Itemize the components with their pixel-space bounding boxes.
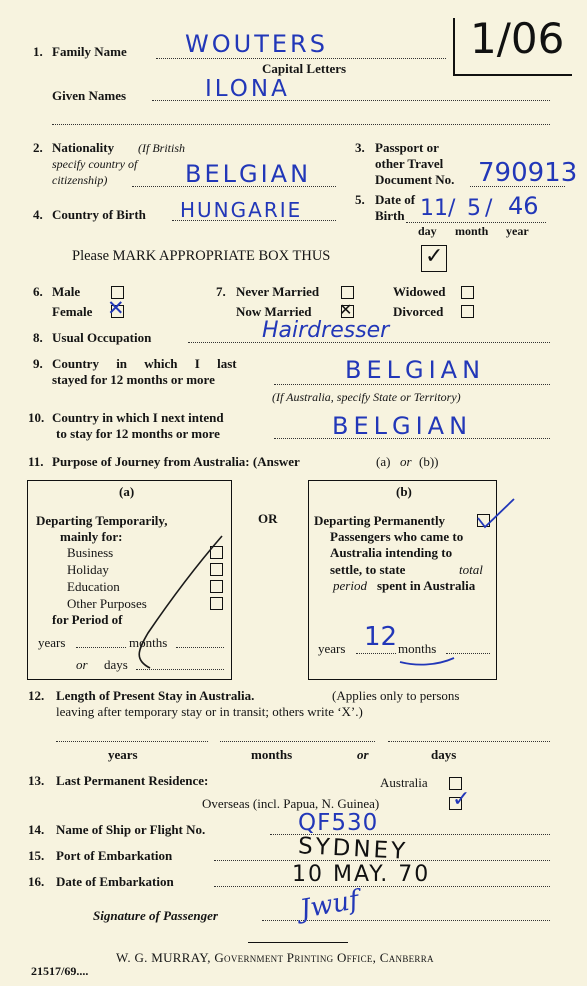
dob-day[interactable]: 11 <box>420 196 448 221</box>
printer-credit: W. G. MURRAY, Government Printing Office, Canberra <box>116 950 434 965</box>
divorced-label: Divorced <box>393 304 444 319</box>
purpose-opt-b: (b)) <box>419 454 439 469</box>
dob-month[interactable]: 5 <box>467 196 481 221</box>
purpose-opt-a: (a) <box>376 454 391 469</box>
now-married-label: Now Married <box>236 304 312 319</box>
permanent-check-icon <box>474 496 518 532</box>
box-b-years-value[interactable]: 12 <box>364 622 398 652</box>
box-a-or: or <box>76 657 88 672</box>
departing-permanently-label: Departing Permanently <box>314 513 446 528</box>
last-country-note: (If Australia, specify State or Territory) <box>272 390 461 404</box>
q16-number: 16. <box>28 874 45 889</box>
dob-sep-1: / <box>448 196 456 221</box>
family-name-value[interactable]: WOUTERS <box>185 30 328 58</box>
stay-years-label: years <box>108 747 138 762</box>
sample-check-icon: ✓ <box>425 244 444 269</box>
stay-or: or <box>357 747 369 762</box>
widowed-checkbox[interactable] <box>461 286 474 299</box>
dob-label-2: Birth <box>375 208 405 223</box>
dob-caption-month: month <box>455 224 489 238</box>
residence-overseas-check-icon: ✓ <box>452 787 471 812</box>
embark-date-label: Date of Embarkation <box>56 874 174 889</box>
q8-number: 8. <box>33 330 43 345</box>
residence-overseas-label: Overseas (incl. Papua, N. Guinea) <box>202 796 380 811</box>
nationality-note-2: specify country of <box>52 157 138 171</box>
box-a-months-label: months <box>129 635 168 650</box>
corner-handwritten-mark: 1/06 <box>470 14 565 63</box>
last-country-label-1: Country in which I last <box>52 356 237 371</box>
business-label: Business <box>67 545 114 560</box>
holiday-label: Holiday <box>67 562 109 577</box>
flight-label: Name of Ship or Flight No. <box>56 822 206 837</box>
q15-number: 15. <box>28 848 45 863</box>
mainly-for-label: mainly for: <box>60 529 123 544</box>
q4-number: 4. <box>33 207 43 222</box>
next-country-value[interactable]: BELGIAN <box>332 412 473 440</box>
box-b-total: total <box>459 562 483 577</box>
box-a-strike-line <box>110 528 230 673</box>
divorced-checkbox[interactable] <box>461 305 474 318</box>
dob-label-1: Date of <box>375 192 416 207</box>
capital-letters-note: Capital Letters <box>262 61 347 76</box>
other-purposes-label: Other Purposes <box>67 596 147 611</box>
stay-length-note-2: leaving after temporary stay or in transit; others write ‘X’.) <box>56 704 363 719</box>
widowed-label: Widowed <box>393 284 446 299</box>
purpose-or: or <box>400 454 412 469</box>
occupation-label: Usual Occupation <box>52 330 152 345</box>
nationality-label: Nationality <box>52 140 115 155</box>
q1-number: 1. <box>33 44 43 59</box>
last-country-value[interactable]: BELGIAN <box>345 356 486 384</box>
residence-australia-label: Australia <box>380 775 428 790</box>
passport-label-2: other Travel <box>375 156 444 171</box>
signature-label: Signature of Passenger <box>93 908 218 923</box>
female-cross-mark-icon: ✕ <box>107 296 125 320</box>
signature-value[interactable]: Jwuf <box>297 885 362 925</box>
dob-caption-year: year <box>506 224 529 238</box>
purpose-label: Purpose of Journey from Australia: (Answer <box>52 454 300 469</box>
q11-number: 11. <box>28 454 44 469</box>
last-country-label-2: stayed for 12 months or more <box>52 372 215 387</box>
passport-label-1: Passport or <box>375 140 439 155</box>
q10-number: 10. <box>28 410 45 425</box>
nationality-note-3: citizenship) <box>52 173 108 187</box>
box-b-period: period <box>333 578 367 593</box>
family-name-label: Family Name <box>52 44 127 59</box>
q3-number: 3. <box>355 140 365 155</box>
box-b-years-label: years <box>318 641 346 656</box>
q5-number: 5. <box>355 192 365 207</box>
port-value[interactable]: SYDNEY <box>297 833 409 865</box>
female-label: Female <box>52 304 93 319</box>
occupation-value[interactable]: Hairdresser <box>262 318 390 343</box>
footer-rule <box>248 942 348 943</box>
embark-date-value[interactable]: 10 MAY. 70 <box>292 862 431 887</box>
given-names-label: Given Names <box>52 88 127 103</box>
never-married-label: Never Married <box>236 284 320 299</box>
q9-number: 9. <box>33 356 43 371</box>
box-b-line-3: Australia intending to <box>330 545 453 560</box>
residence-label: Last Permanent Residence: <box>56 773 209 788</box>
port-label: Port of Embarkation <box>56 848 173 863</box>
stay-length-note-1: (Applies only to persons <box>332 688 460 703</box>
q2-number: 2. <box>33 140 43 155</box>
passport-value[interactable]: 790913 <box>478 158 578 188</box>
now-married-cross-icon: ✕ <box>339 300 353 319</box>
box-a-years-label: years <box>38 635 66 650</box>
q6-number: 6. <box>33 284 43 299</box>
male-label: Male <box>52 284 81 299</box>
stay-months-label: months <box>251 747 293 762</box>
box-b-months-label: months <box>398 641 437 656</box>
next-country-label-2: to stay for 12 months or more <box>56 426 220 441</box>
nationality-note-1: (If British <box>138 141 185 155</box>
dob-sep-2: / <box>485 196 493 221</box>
birth-country-label: Country of Birth <box>52 207 146 222</box>
mark-instruction: Please MARK APPROPRIATE BOX THUS <box>72 248 331 264</box>
nationality-value[interactable]: BELGIAN <box>185 160 312 188</box>
box-b-line-2: Passengers who came to <box>330 529 464 544</box>
form-number: 21517/69.... <box>31 964 89 978</box>
education-label: Education <box>67 579 120 594</box>
box-b-line-4: settle, to state <box>330 562 406 577</box>
box-a-heading: (a) <box>119 484 135 499</box>
stay-days-label: days <box>431 747 457 762</box>
passport-label-3: Document No. <box>375 172 455 187</box>
birth-country-value[interactable]: HUNGARIE <box>180 198 303 222</box>
flight-value[interactable]: QF530 <box>298 810 379 836</box>
dob-year[interactable]: 46 <box>508 192 539 220</box>
never-married-checkbox[interactable] <box>341 286 354 299</box>
q14-number: 14. <box>28 822 45 837</box>
box-b-months-dash <box>396 650 460 672</box>
next-country-label-1: Country in which I next intend <box>52 410 224 425</box>
box-a-days-label: days <box>104 657 128 672</box>
dob-caption-day: day <box>418 224 437 238</box>
box-b-heading: (b) <box>396 484 412 499</box>
q7-number: 7. <box>216 284 226 299</box>
period-label: for Period of <box>52 612 123 627</box>
given-names-value[interactable]: ILONA <box>205 76 290 102</box>
stay-length-label: Length of Present Stay in Australia. <box>56 688 255 703</box>
departing-temporarily-label: Departing Temporarily, <box>36 513 168 528</box>
q13-number: 13. <box>28 773 45 788</box>
or-divider: OR <box>258 511 278 526</box>
q12-number: 12. <box>28 688 45 703</box>
box-b-spent-label: spent in Australia <box>377 578 476 593</box>
